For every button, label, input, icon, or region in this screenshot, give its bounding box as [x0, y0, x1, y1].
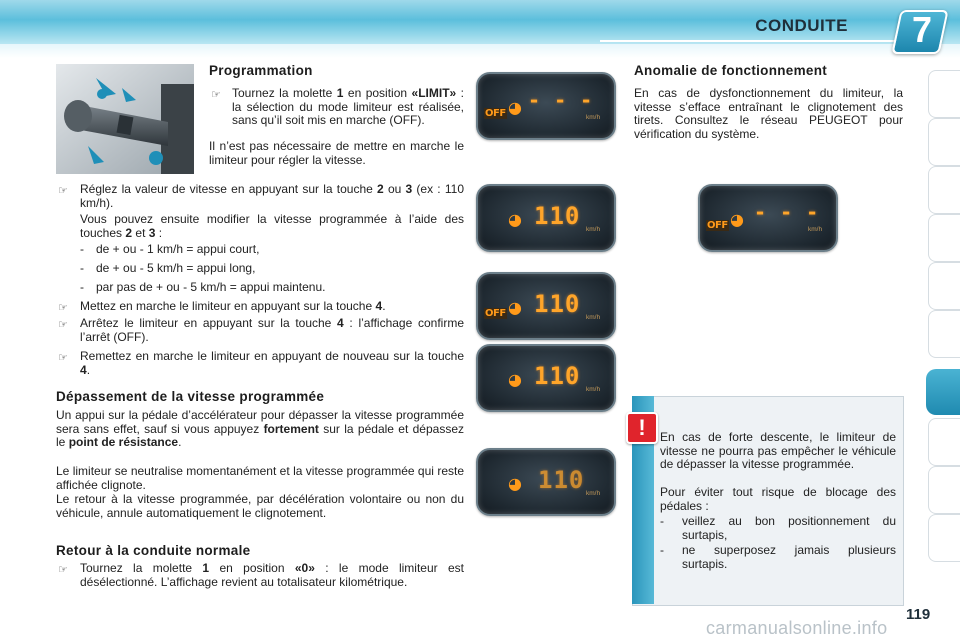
chapter-tab[interactable] — [928, 466, 960, 514]
dash-marker: - — [80, 280, 84, 294]
text: Arrêtez le limiteur en appuyant sur la touche — [80, 316, 338, 330]
speedometer-icon: ◕ — [508, 474, 522, 493]
unit-label: km/h — [586, 314, 601, 321]
text: . — [86, 362, 91, 377]
text: . — [178, 435, 182, 450]
text: (ex : 110 km/h). — [80, 182, 464, 210]
dash-item: de + ou - 5 km/h = appui long, — [96, 261, 256, 275]
display-value: 110 — [534, 362, 581, 390]
bold-text: 4 — [337, 316, 344, 330]
display-110-flashing — [476, 448, 616, 516]
dash-marker: - — [80, 242, 84, 256]
text: en position — [343, 86, 412, 100]
display-value: 110 — [534, 290, 581, 318]
unit-label: km/h — [586, 490, 601, 497]
paragraph-bullet2 — [80, 183, 464, 210]
bold-text: 4 — [375, 299, 383, 313]
warning-icon: ! — [626, 412, 658, 444]
dash-item: de + ou - 1 km/h = appui court, — [96, 242, 260, 256]
chapter-number: 7 — [911, 9, 933, 50]
paragraph-anomalie: En cas de dysfonctionnement du limiteur, la vitesse s’efface entraînant le clignotement des tirets. Consultez le réseau PEUGEOT pour vérification du système. — [634, 86, 903, 141]
bullet-icon: ☞ — [58, 351, 68, 364]
bullet-icon: ☞ — [58, 184, 68, 197]
warning-paragraph-2: Pour éviter tout risque de blocage des pédales : — [660, 485, 896, 513]
section-title-anomalie: Anomalie de fonctionnement — [634, 63, 828, 78]
text: Tournez la molette — [80, 561, 203, 575]
stalk-svg — [56, 64, 194, 174]
chapter-tab[interactable] — [928, 70, 960, 118]
speedometer-icon: ◕ — [508, 370, 522, 389]
unit-label: km/h — [586, 114, 601, 121]
bold-text: «0» — [294, 561, 315, 575]
paragraph-modify — [80, 213, 464, 240]
speedometer-icon: ◕ — [508, 98, 522, 117]
paragraph-bullet3 — [80, 300, 464, 314]
text: : la sélection du mode limiteur est réalisée, sans qu’il soit mis en marche (OFF). — [232, 86, 465, 128]
bold-text: «LIMIT» — [411, 86, 457, 100]
paragraph-bullet5 — [80, 350, 464, 377]
warning-item: ne superposez jamais plusieurs surtapis. — [682, 543, 896, 571]
text: Un appui sur la pédale d’accélérateur pour dépasser la vitesse programmée sera sans effet, sauf si vous appuyez — [56, 408, 464, 436]
display-110 — [476, 184, 616, 252]
unit-label: km/h — [586, 226, 601, 233]
display-value: - - - — [754, 200, 820, 224]
bold-text: 2 — [377, 182, 384, 196]
bold-text: fortement — [263, 421, 319, 436]
page-title: CONDUITE — [755, 16, 848, 35]
text: en position — [209, 561, 295, 575]
speedometer-icon: ◕ — [508, 210, 522, 229]
bold-text: 4 — [80, 362, 87, 377]
bullet-icon: ☞ — [58, 318, 68, 331]
text: Vous pouvez ensuite modifier la vitesse programmée à l’aide des touches — [80, 212, 464, 240]
bold-text: 1 — [202, 561, 210, 575]
off-indicator: OFF — [707, 220, 728, 231]
display-off-dashes — [476, 72, 616, 140]
header-fade — [0, 44, 960, 58]
speedometer-icon: ◕ — [508, 298, 522, 317]
text: sur la pédale et dépassez le — [56, 421, 464, 450]
bullet-icon: ☞ — [211, 88, 221, 101]
paragraph-retour — [80, 562, 464, 589]
chapter-tab[interactable] — [928, 166, 960, 214]
text: Tournez la molette — [232, 86, 337, 100]
chapter-tab[interactable] — [928, 118, 960, 166]
warning-paragraph-1: En cas de forte descente, le limiteur de vitesse ne pourra pas empêcher le véhicule de dépasser la vitesse programmée. — [660, 430, 896, 472]
off-indicator: OFF — [485, 108, 506, 119]
text: ou — [383, 182, 406, 196]
page-number: 119 — [906, 606, 931, 623]
section-title-depassement: Dépassement de la vitesse programmée — [56, 389, 325, 404]
bold-text: 1 — [336, 86, 344, 100]
text: et — [132, 225, 149, 240]
text: : l’affichage confirme l’arrêt (OFF). — [80, 316, 464, 344]
speedometer-icon: ◕ — [730, 210, 744, 229]
chapter-tab[interactable] — [928, 214, 960, 262]
stalk-illustration — [56, 64, 194, 174]
bullet-icon: ☞ — [58, 301, 68, 314]
section-title-programmation: Programmation — [209, 63, 313, 78]
paragraph-bullet1 — [232, 87, 464, 128]
unit-label: km/h — [808, 226, 823, 233]
chapter-tab[interactable] — [928, 262, 960, 310]
bold-text: point de résistance — [68, 435, 179, 450]
text: : — [155, 225, 163, 240]
section-title-retour: Retour à la conduite normale — [56, 543, 251, 558]
dash-marker: - — [80, 261, 84, 275]
paragraph-depassement-3: Le retour à la vitesse programmée, par décélération volontaire ou non du véhicule, annule automatiquement le clignotement. — [56, 492, 464, 520]
display-value: 110 — [534, 202, 581, 230]
display-value: 110 — [538, 466, 585, 494]
display-value: - - - — [528, 88, 594, 112]
chapter-tab-active[interactable] — [926, 369, 960, 415]
warning-item: veillez au bon positionnement du surtapis, — [682, 514, 896, 542]
off-indicator: OFF — [485, 308, 506, 319]
watermark: carmanualsonline.info — [706, 618, 888, 638]
paragraph-bullet4 — [80, 317, 464, 344]
bullet-icon: ☞ — [58, 563, 68, 576]
text: Remettez en marche le limiteur en appuyant de nouveau sur la touche — [80, 349, 464, 363]
header-rule — [600, 40, 900, 42]
bold-text: 3 — [148, 225, 156, 240]
dash-marker: - — [660, 514, 664, 528]
dash-item: par pas de + ou - 5 km/h = appui maintenu. — [96, 280, 326, 294]
bold-text: 3 — [405, 182, 413, 196]
paragraph-depassement-2: Le limiteur se neutralise momentanément et la vitesse programmée qui reste affichée clignote. — [56, 464, 464, 492]
unit-label: km/h — [586, 386, 601, 393]
chapter-tab[interactable] — [928, 418, 960, 466]
chapter-tab[interactable] — [928, 514, 960, 562]
dash-marker: - — [660, 543, 664, 557]
text: . — [382, 299, 386, 313]
paragraph-note: Il n’est pas nécessaire de mettre en marche le limiteur pour régler la vitesse. — [209, 139, 464, 167]
display-110-active — [476, 344, 616, 412]
paragraph-depassement-1 — [56, 409, 464, 450]
display-anomaly — [698, 184, 838, 252]
text: Mettez en marche le limiteur en appuyant sur la touche — [80, 299, 376, 313]
chapter-tab[interactable] — [928, 310, 960, 358]
display-off-110 — [476, 272, 616, 340]
text: : le mode limiteur est désélectionné. L’affichage revient au totalisateur kilométrique. — [80, 561, 464, 589]
bold-text: 2 — [125, 225, 133, 240]
text: Réglez la valeur de vitesse en appuyant sur la touche — [80, 182, 378, 196]
